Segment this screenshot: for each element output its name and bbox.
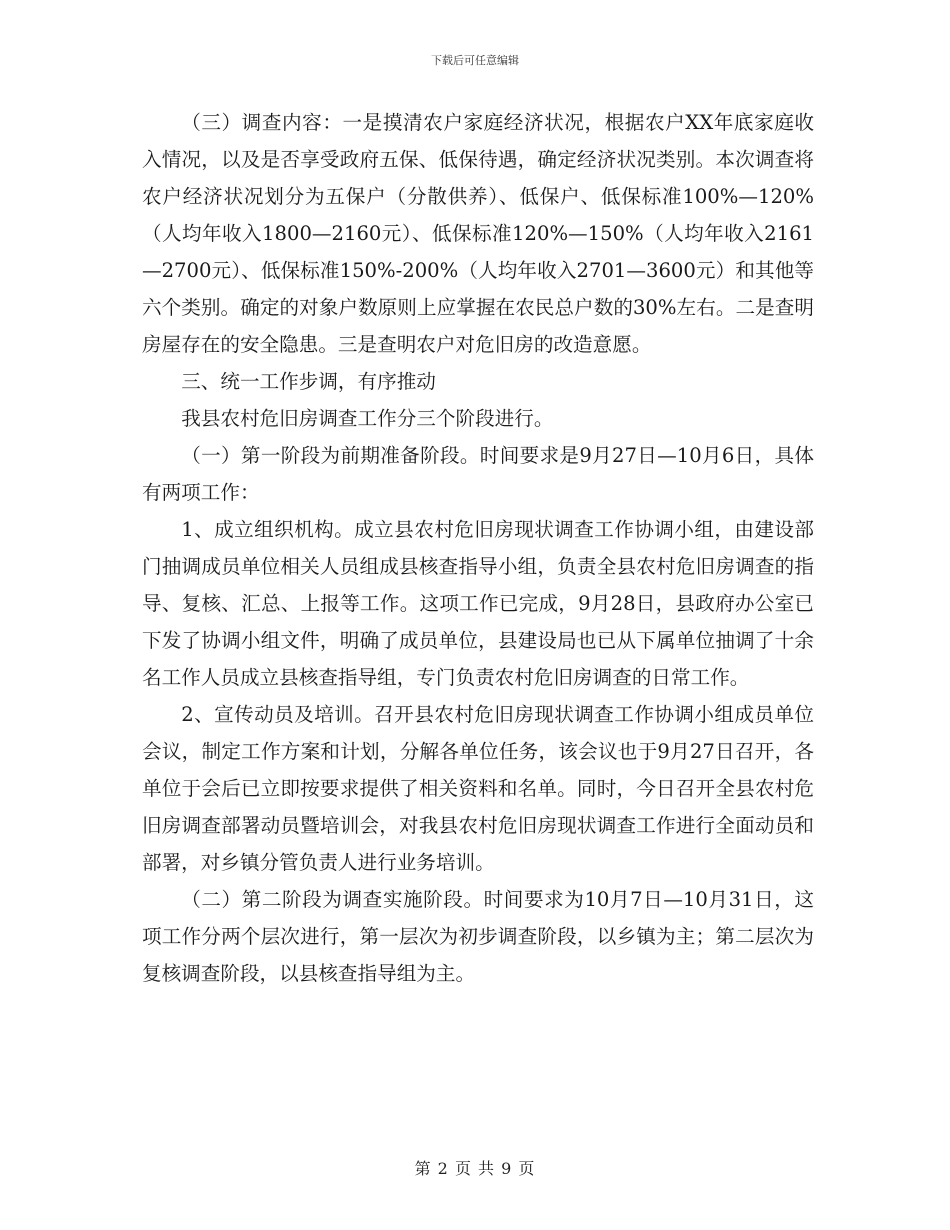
paragraph-survey-content: （三）调查内容：一是摸清农户家庭经济状况，根据农户XX年底家庭收入情况，以及是否享受政府五保、低保待遇，确定经济状况类别。本次调查将农户经济状况划分为五保户（分散供养）、低保户、低保标准100%—120%（人均年收入1800—2160元）、低保标准120%—150%（人均年收入2161—2700元）、低保标准150%-200%（人均年收入2701—3600元）和其他等六个类别。确定的对象户数原则上应掌握在农民总户数的30%左右。二是查明房屋存在的安全隐患。三是查明农户对危旧房的改造意愿。 — [142, 111, 814, 356]
page-footer: 第 2 页 共 9 页 — [414, 1159, 536, 1178]
section-heading-3: 三、统一工作步调，有序推动 — [181, 370, 436, 393]
paragraph-three-stages: 我县农村危旧房调查工作分三个阶段进行。 — [181, 407, 554, 430]
paragraph-stage-two: （二）第二阶段为调查实施阶段。时间要求为10月7日—10月31日，这项工作分两个层次进行，第一层次为初步调查阶段，以乡镇为主；第二层次为复核调查阶段，以县核查指导组为主。 — [142, 888, 814, 985]
paragraph-stage-one: （一）第一阶段为前期准备阶段。时间要求是9月27日—10月6日，具体有两项工作： — [142, 444, 814, 504]
document-body — [142, 104, 814, 992]
paragraph-item-1: 1、成立组织机构。成立县农村危旧房现状调查工作协调小组，由建设部门抽调成员单位相关人员组成县核查指导小组，负责全县农村危旧房调查的指导、复核、汇总、上报等工作。这项工作已完成，9月28日，县政府办公室已下发了协调小组文件，明确了成员单位，县建设局也已从下属单位抽调了十余名工作人员成立县核查指导组，专门负责农村危旧房调查的日常工作。 — [142, 518, 814, 689]
paragraph-item-2: 2、宣传动员及培训。召开县农村危旧房现状调查工作协调小组成员单位会议，制定工作方案和计划，分解各单位任务，该会议也于9月27日召开，各单位于会后已立即按要求提供了相关资料和名单。同时，今日召开全县农村危旧房调查部署动员暨培训会，对我县农村危旧房现状调查工作进行全面动员和部署，对乡镇分管负责人进行业务培训。 — [142, 703, 814, 874]
page-header: 下载后可任意编辑 — [431, 54, 519, 67]
